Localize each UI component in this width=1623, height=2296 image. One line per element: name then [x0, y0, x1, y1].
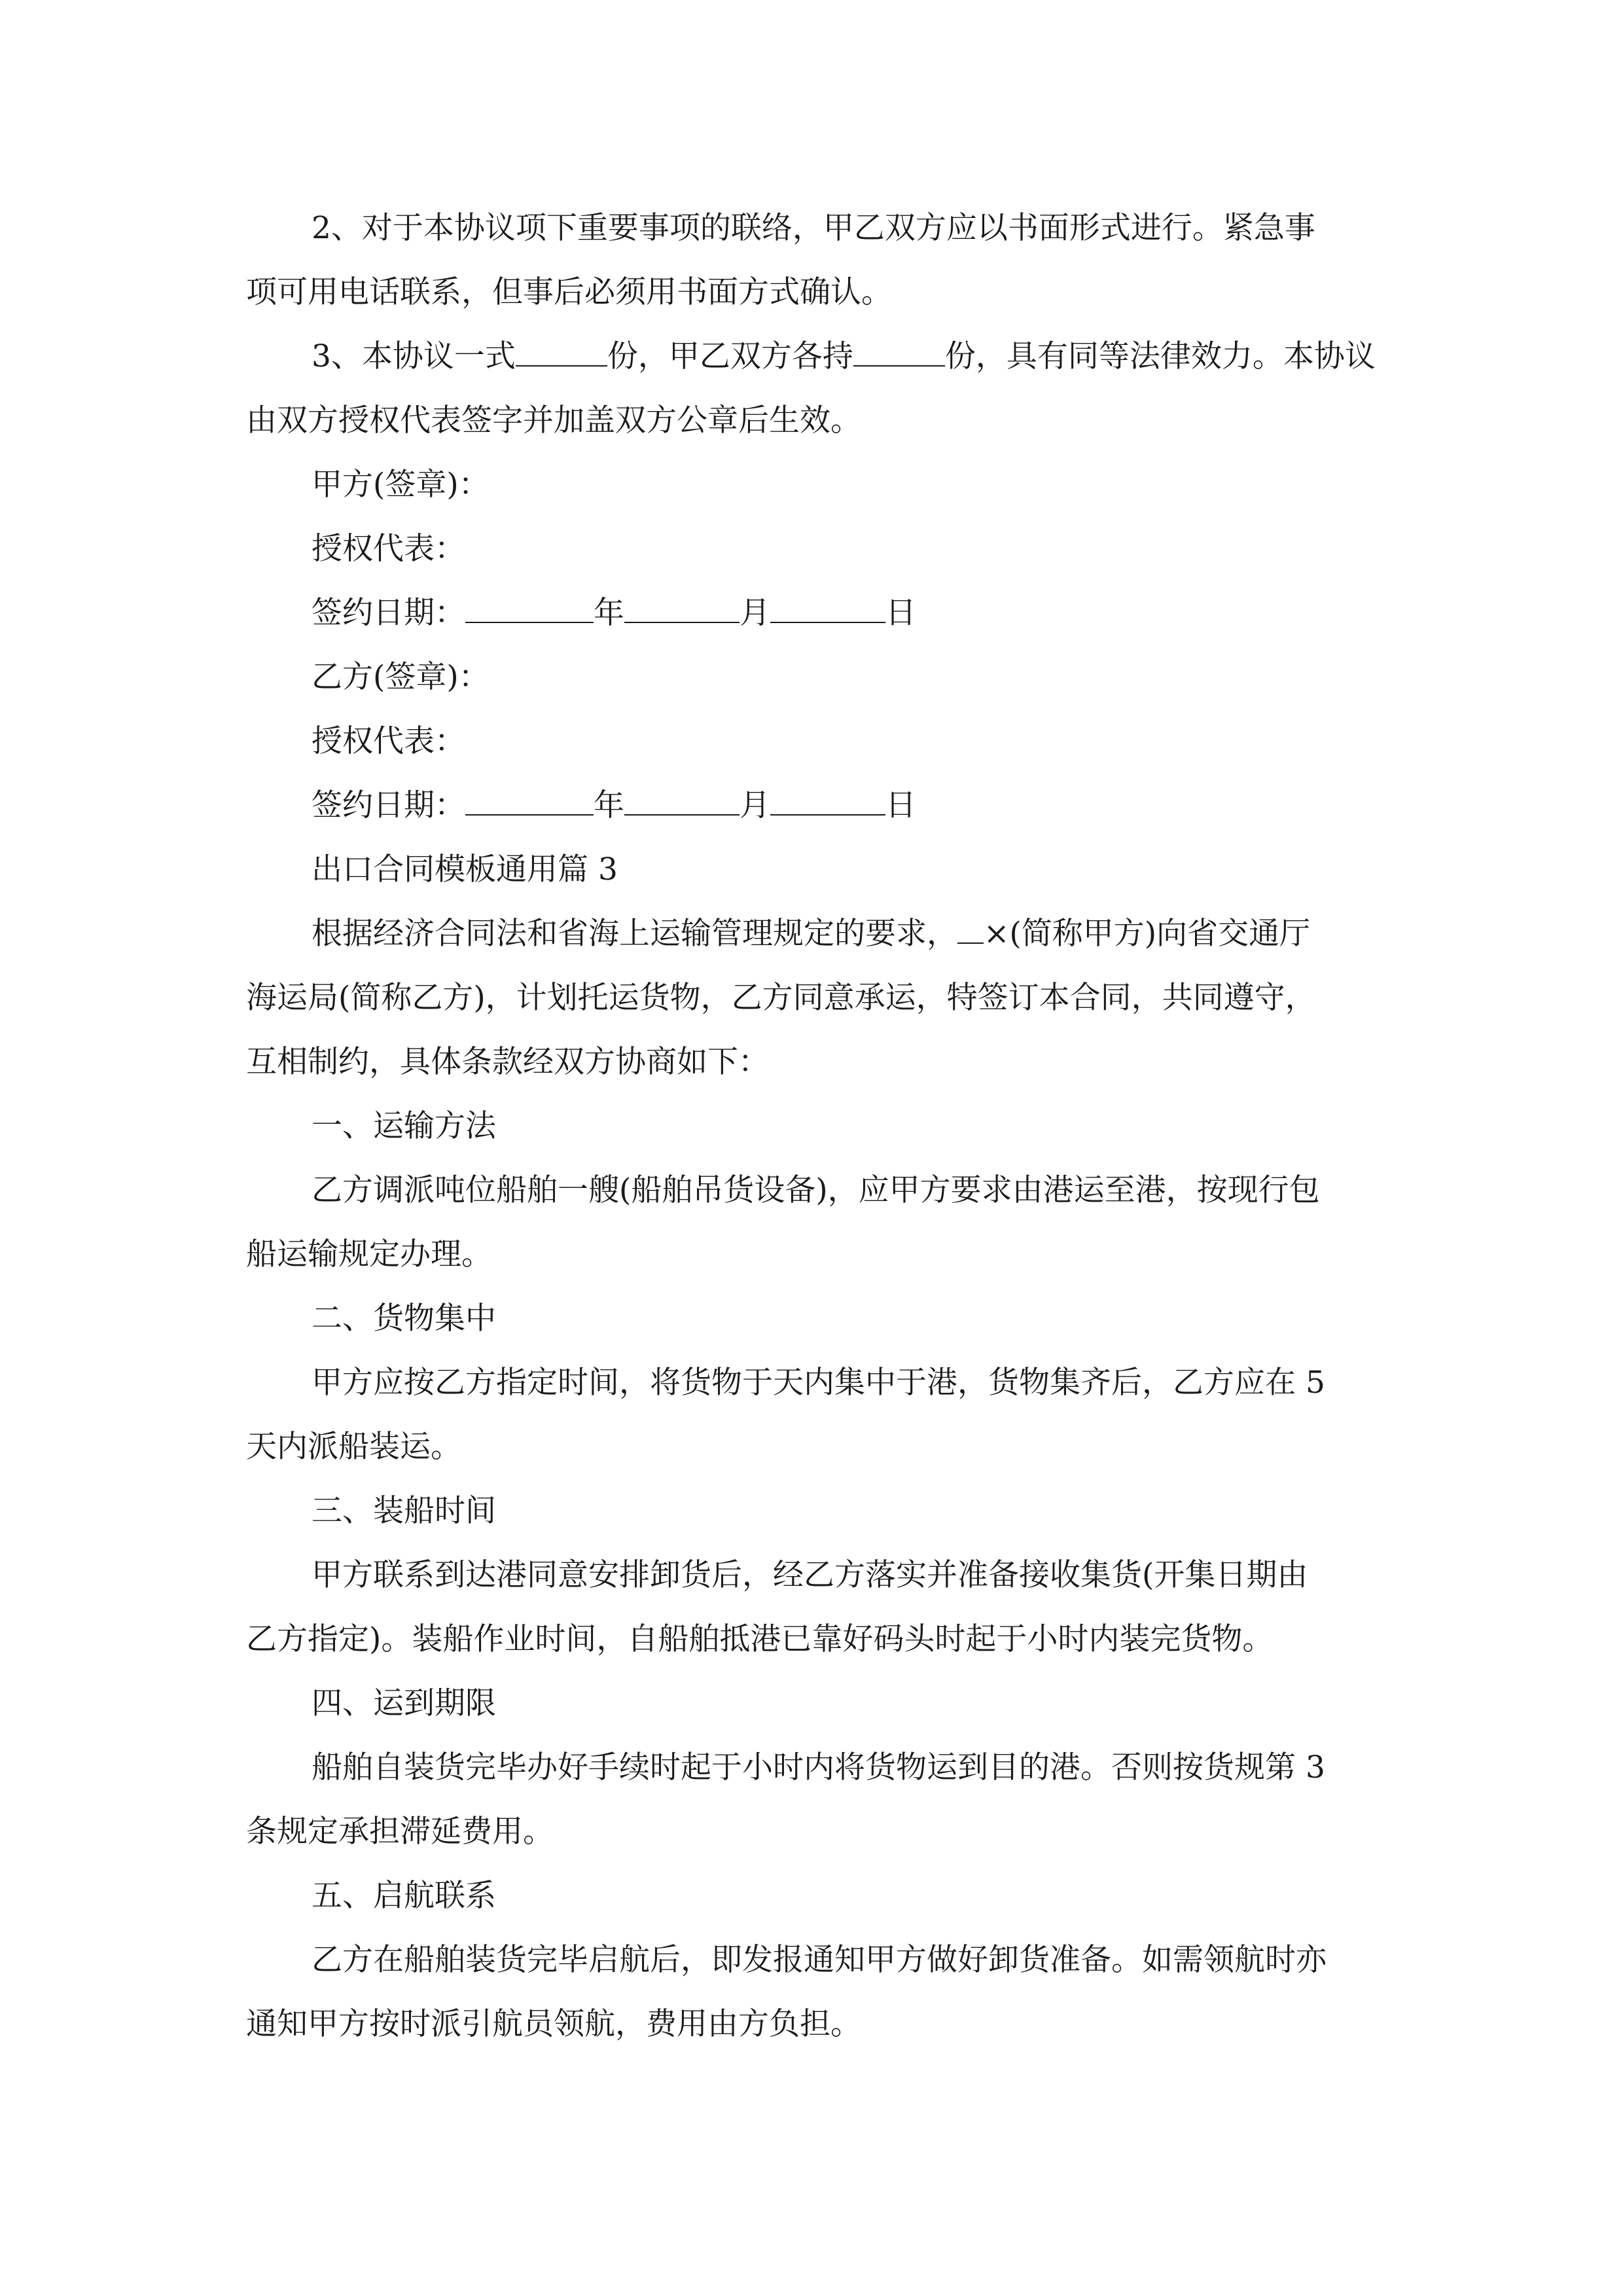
- party-b-sign: 乙方(签章)：: [312, 659, 490, 695]
- heading-delivery-deadline: 四、运到期限: [312, 1685, 496, 1721]
- transport-method-line-1: 乙方调派吨位船舶一艘(船舶吊货设备)，应甲方要求由港运至港，按现行包: [312, 1172, 1320, 1208]
- party-b-month-label: 月: [740, 787, 770, 823]
- party-a-day-blank: [770, 596, 885, 623]
- copies-total-blank: [516, 339, 607, 367]
- clause-2-line-2: 项可用电话联系，但事后必须用书面方式确认。: [246, 274, 892, 310]
- party-a-month-blank: [624, 596, 740, 623]
- clause-3-line-1: [246, 325, 1385, 389]
- document-page: [246, 196, 1385, 2056]
- party-b-day-blank: [770, 788, 885, 816]
- party-b-date: [246, 774, 1385, 838]
- party-b-month-blank: [624, 788, 740, 816]
- party-b-date-label: 签约日期：: [312, 787, 465, 823]
- departure-contact-line-2: 通知甲方按时派引航员领航，费用由方负担。: [246, 2006, 861, 2042]
- heading-departure-contact: 五、启航联系: [312, 1878, 496, 1914]
- cargo-collection-line-1: 甲方应按乙方指定时间，将货物于天内集中于港，货物集齐后，乙方应在 5: [312, 1365, 1325, 1401]
- party-b-rep: 授权代表：: [312, 723, 465, 759]
- intro-text-a: 根据经济合同法和省海上运输管理规定的要求，: [312, 916, 957, 952]
- party-a-year-label: 年: [594, 595, 624, 631]
- heading-loading-time: 三、装船时间: [312, 1493, 496, 1529]
- transport-method-line-2: 船运输规定办理。: [246, 1236, 492, 1272]
- party-b-year-blank: [465, 788, 594, 816]
- cargo-collection-line-2: 天内派船装运。: [246, 1429, 461, 1465]
- clause-3-text-b: 份，甲乙双方各持: [607, 338, 853, 374]
- intro-line-2: 海运局(简称乙方)，计划托运货物，乙方同意承运，特签订本合同，共同遵守，: [246, 980, 1316, 1016]
- loading-time-line-1: 甲方联系到达港同意安排卸货后，经乙方落实并准备接收集货(开集日期由: [312, 1557, 1308, 1593]
- intro-line-3: 互相制约，具体条款经双方协商如下：: [246, 1044, 769, 1080]
- party-a-rep: 授权代表：: [312, 531, 465, 567]
- party-a-year-blank: [465, 596, 594, 623]
- clause-2-line-1: 2、对于本协议项下重要事项的联络，甲乙双方应以书面形式进行。紧急事: [312, 210, 1315, 246]
- clause-3-line-2: 由双方授权代表签字并加盖双方公章后生效。: [246, 403, 861, 439]
- party-a-month-label: 月: [740, 595, 770, 631]
- party-a-day-label: 日: [885, 595, 916, 631]
- loading-time-line-2: 乙方指定)。装船作业时间，自船舶抵港已靠好码头时起于小时内装完货物。: [246, 1621, 1274, 1657]
- delivery-deadline-line-2: 条规定承担滞延费用。: [246, 1814, 554, 1850]
- party-b-day-label: 日: [885, 787, 916, 823]
- delivery-deadline-line-1: 船舶自装货完毕办好手续时起于小时内将货物运到目的港。否则按货规第 3: [312, 1749, 1325, 1785]
- section-title: 出口合同模板通用篇 3: [312, 852, 618, 888]
- party-a-date: [246, 581, 1385, 645]
- heading-cargo-collection: 二、货物集中: [312, 1300, 496, 1336]
- intro-line-1: [246, 902, 1385, 966]
- party-a-name-blank: [957, 916, 984, 944]
- clause-3-text-c: 份，具有同等法律效力。本协议: [944, 338, 1376, 374]
- clause-3-text-a: 3、本协议一式: [312, 338, 516, 374]
- intro-text-b: ×(简称甲方)向省交通厅: [984, 916, 1311, 952]
- party-a-sign: 甲方(签章)：: [312, 467, 490, 503]
- heading-transport-method: 一、运输方法: [312, 1108, 496, 1144]
- departure-contact-line-1: 乙方在船舶装货完毕启航后，即发报通知甲方做好卸货准备。如需领航时亦: [312, 1942, 1327, 1978]
- party-a-date-label: 签约日期：: [312, 595, 465, 631]
- copies-each-blank: [853, 339, 945, 367]
- party-b-year-label: 年: [594, 787, 624, 823]
